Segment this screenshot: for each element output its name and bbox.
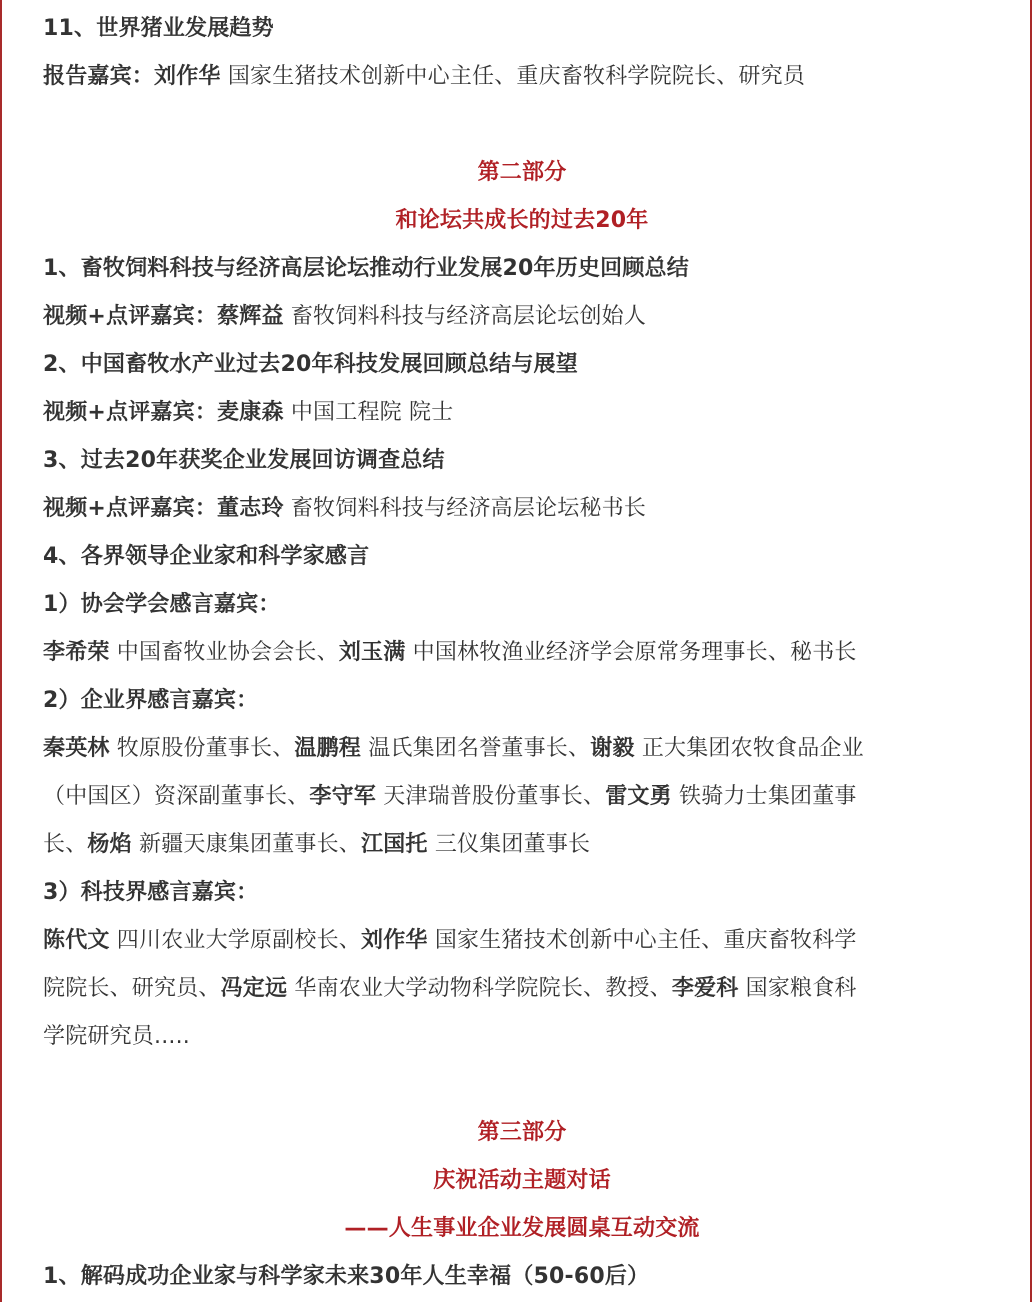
text: 畜牧饲料科技与经济高层论坛秘书长 <box>283 496 647 521</box>
bold-text: 刘作华 <box>361 928 428 953</box>
bold-text: 谢毅 <box>590 736 635 761</box>
bold-text: 李守军 <box>309 784 377 809</box>
section-heading <box>43 1109 1001 1157</box>
bold-text: 2）企业界感言嘉宾： <box>43 688 259 713</box>
guest-line <box>43 725 1001 773</box>
section-subheading <box>43 1205 1001 1253</box>
text: 学院研究员..... <box>43 1024 190 1049</box>
bold-text: 蔡辉益 <box>217 304 284 329</box>
text: （中国区）资深副董事长、 <box>43 784 310 809</box>
bold-text: 秦英林 <box>43 736 110 761</box>
guest-line <box>43 773 1001 821</box>
speaker-line <box>43 293 1001 341</box>
text: 中国畜牧业协会会长、 <box>109 640 339 665</box>
bold-text: 报告嘉宾： <box>43 64 155 89</box>
section-subheading <box>43 1157 1001 1205</box>
bold-text: 1、解码成功企业家与科学家未来30年人生幸福（50-60后） <box>43 1264 650 1289</box>
guest-line <box>43 1013 1001 1061</box>
bold-text: 陈代文 <box>43 928 110 953</box>
bold-text: 11、世界猪业发展趋势 <box>43 16 274 41</box>
text: 畜牧饲料科技与经济高层论坛创始人 <box>283 304 647 329</box>
text: 国家生猪技术创新中心主任、重庆畜牧科学 <box>427 928 857 953</box>
agenda-item <box>43 1253 1001 1301</box>
bold-text: 1）协会学会感言嘉宾： <box>43 592 281 617</box>
bold-text: 和论坛共成长的过去20年 <box>395 208 649 233</box>
bold-text: 3）科技界感言嘉宾： <box>43 880 259 905</box>
agenda-item <box>43 245 1001 293</box>
bold-text: 刘作华 <box>154 64 221 89</box>
agenda-item <box>43 437 1001 485</box>
text: 天津瑞普股份董事长、 <box>376 784 606 809</box>
text: 中国工程院 院士 <box>283 400 454 425</box>
text: 温氏集团名誉董事长、 <box>361 736 591 761</box>
bold-text: 温鹏程 <box>294 736 362 761</box>
bold-text: ——人生事业企业发展圆桌互动交流 <box>344 1216 700 1241</box>
bold-text: 第三部分 <box>477 1120 567 1145</box>
bold-text: 2、中国畜牧水产业过去20年科技发展回顾总结与展望 <box>43 352 578 377</box>
bold-text: 4、各界领导企业家和科学家感言 <box>43 544 370 569</box>
text: 华南农业大学动物科学院院长、教授、 <box>287 976 672 1001</box>
text: 中国林牧渔业经济学会原常务理事长、秘书长 <box>405 640 857 665</box>
bold-text: 李希荣 <box>43 640 110 665</box>
agenda-item <box>43 341 1001 389</box>
text: 国家粮食科 <box>738 976 857 1001</box>
bold-text: 刘玉满 <box>338 640 406 665</box>
bold-text: 李爱科 <box>671 976 739 1001</box>
section-subheading <box>43 197 1001 245</box>
text: 牧原股份董事长、 <box>109 736 295 761</box>
speaker-line <box>43 389 1001 437</box>
bold-text: 麦康森 <box>217 400 284 425</box>
text: 四川农业大学原副校长、 <box>109 928 362 953</box>
bold-text: 杨焰 <box>87 832 132 857</box>
speaker-line <box>43 485 1001 533</box>
subsection-label <box>43 869 1001 917</box>
bold-text: 第二部分 <box>477 160 567 185</box>
bold-text: 视频+点评嘉宾： <box>43 400 218 425</box>
bold-text: 视频+点评嘉宾： <box>43 304 218 329</box>
bold-text: 冯定远 <box>220 976 288 1001</box>
bold-text: 雷文勇 <box>605 784 672 809</box>
guest-line <box>43 965 1001 1013</box>
bold-text: 3、过去20年获奖企业发展回访调查总结 <box>43 448 445 473</box>
section-heading <box>43 149 1001 197</box>
guest-line <box>43 629 1001 677</box>
text: 新疆天康集团董事长、 <box>131 832 362 857</box>
bold-text: 江国托 <box>361 832 428 857</box>
speaker-line <box>43 53 1001 101</box>
bold-text: 庆祝活动主题对话 <box>433 1168 611 1193</box>
guest-line <box>43 917 1001 965</box>
text: 院院长、研究员、 <box>43 976 221 1001</box>
bold-text: 视频+点评嘉宾： <box>43 496 218 521</box>
text: 三仪集团董事长 <box>427 832 591 857</box>
text: 铁骑力士集团董事 <box>671 784 857 809</box>
bold-text: 董志玲 <box>217 496 284 521</box>
bold-text: 1、畜牧饲料科技与经济高层论坛推动行业发展20年历史回顾总结 <box>43 256 689 281</box>
agenda-item-11 <box>43 5 1001 53</box>
subsection-label <box>43 677 1001 725</box>
guest-line <box>43 821 1001 869</box>
agenda-item <box>43 533 1001 581</box>
subsection-label <box>43 581 1001 629</box>
text: 国家生猪技术创新中心主任、重庆畜牧科学院院长、研究员 <box>220 64 806 89</box>
text: 正大集团农牧食品企业 <box>634 736 864 761</box>
text: 长、 <box>43 832 88 857</box>
